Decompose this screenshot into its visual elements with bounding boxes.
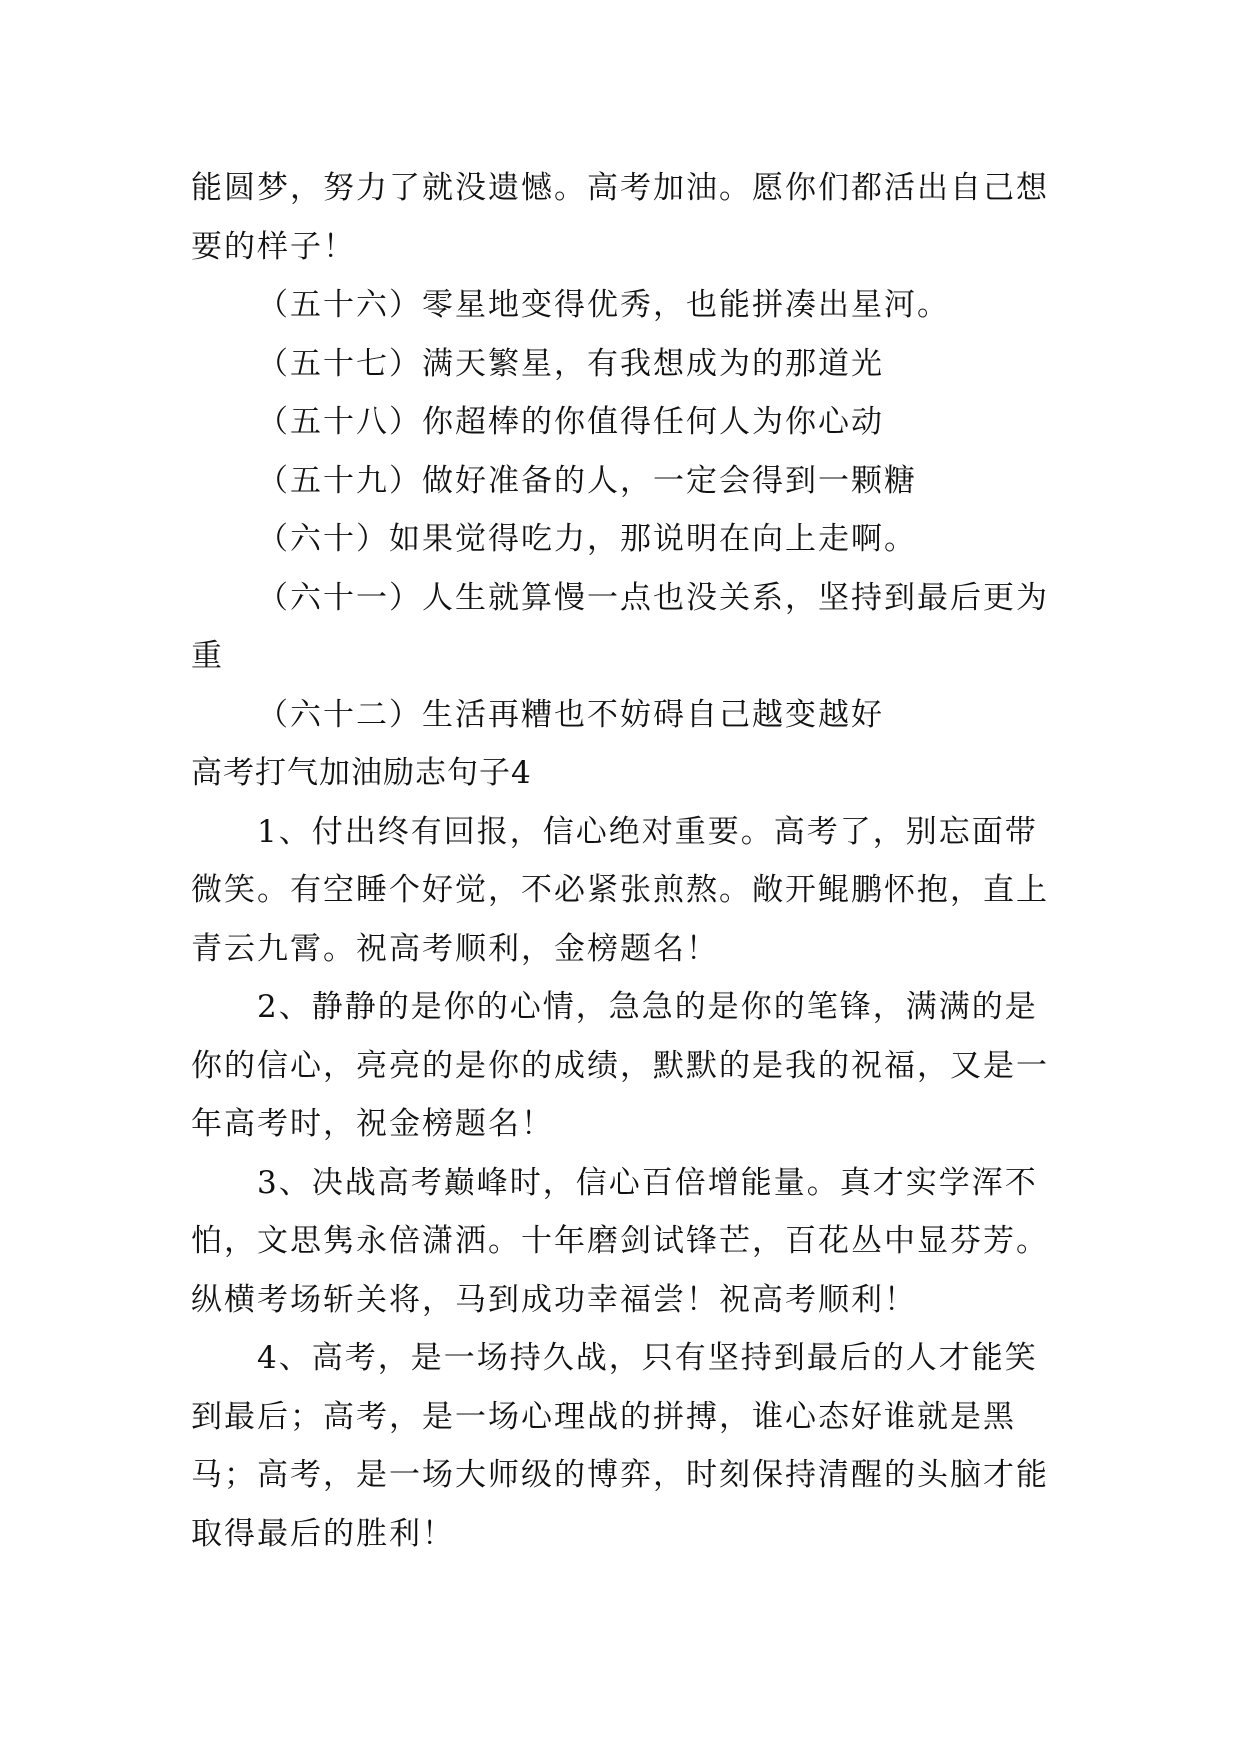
- section-item-4: 4、高考，是一场持久战，只有坚持到最后的人才能笑到最后；高考，是一场心理战的拼搏，谁心态好谁就是黑马；高考，是一场大师级的博弈，时刻保持清醒的头脑才能取得最后的胜利！: [191, 1340, 1049, 1552]
- lead-paragraph: 能圆梦，努力了就没遗憾。高考加油。愿你们都活出自己想要的样子！: [191, 170, 1049, 265]
- numbered-line-57: （五十七）满天繁星，有我想成为的那道光: [257, 345, 884, 382]
- section-item-1: 1、付出终有回报，信心绝对重要。高考了，别忘面带微笑。有空睡个好觉，不必紧张煎熬。敞开鲲鹏怀抱，直上青云九霄。祝高考顺利，金榜题名！: [191, 813, 1049, 967]
- section-item-3: 3、决战高考巅峰时，信心百倍增能量。真才实学浑不怕，文思隽永倍潇洒。十年磨剑试锋芒，百花丛中显芬芳。纵横考场斩关将，马到成功幸福尝！祝高考顺利！: [191, 1164, 1049, 1318]
- section-item-2: 2、静静的是你的心情，急急的是你的笔锋，满满的是你的信心，亮亮的是你的成绩，默默的是我的祝福，又是一年高考时，祝金榜题名！: [191, 989, 1049, 1142]
- numbered-line-56: （五十六）零星地变得优秀，也能拼凑出星河。: [257, 287, 950, 323]
- section-heading: 高考打气加油励志句子4: [191, 755, 532, 791]
- numbered-line-62: （六十二）生活再糟也不妨碍自己越变越好: [257, 696, 884, 733]
- numbered-line-60: （六十）如果觉得吃力，那说明在向上走啊。: [257, 521, 917, 557]
- numbered-line-58: （五十八）你超棒的你值得任何人为你心动: [257, 404, 884, 440]
- numbered-line-61: （六十一）人生就算慢一点也没关系，坚持到最后更为重: [191, 579, 1049, 674]
- document-body: [191, 159, 1061, 1563]
- numbered-line-59: （五十九）做好准备的人，一定会得到一颗糖: [257, 462, 917, 499]
